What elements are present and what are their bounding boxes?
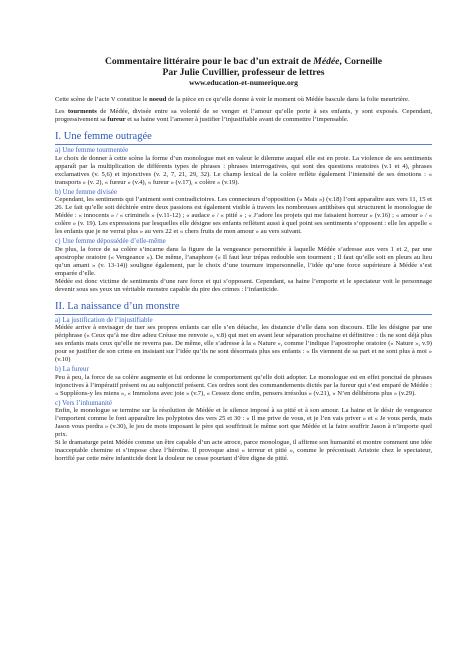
intro-p2-text-a: Les: [55, 108, 68, 115]
intro-p1-text-a: Cette scène de l’acte V constitue le: [55, 96, 150, 103]
paragraph-1b: Cependant, les sentiments qui l’animent sont contradictoires. Les connecteurs d’opposition (« Mais ») (v.18) l’ont apparaître aux vers 11, 15 et 26. Le fait qu’elle soit déchirée entre deux passions est également visible à travers les nombreuses antithèses qui structurent le monologue de Médée : « innocents » / « criminels » (v.11-12) ; « audace » / « pitié » ; « J’adore les projets qui me faisaient horreur » (v.16) ; « amour » / « colère » (v. 19). Les expressions par lesquelles elle désigne ses enfants reflètent aussi à quel point ses sentiments s’opposent : elle les appelle « les enfants que je ne verrai plus » au vers 22 et « chers fruits de mon amour » au vers suivant.: [55, 196, 432, 235]
intro-paragraph-2: [55, 108, 432, 124]
subsection-heading-1b: b) Une femme divisée: [55, 187, 118, 196]
subsection-heading-2b: b) La fureur: [55, 365, 89, 373]
subsection-heading-1c: c) Une femme dépossédée d’elle-même: [55, 237, 166, 245]
intro-p2-text-e: et sa haine vont l’amener à justifier l’injustifiable avant de commettre l’impensable.: [125, 116, 349, 123]
website-url: www.education-et-numerique.org: [189, 78, 298, 87]
paragraph-1c: De plus, la force de sa colère s’incarne dans la figure de la vengeance personnifiée à laquelle Médée s’adresse aux vers 1 et 2, par une apostrophe oratoire (« Vengeance »). De même, l’anaphore (« Il faut leur trépas redouble son tourment ; Il faut qu’elle soit en pleurs au lieu qu’un amant » (v. 13-14)) souligne également, par le choix d’une tournure impersonnelle, l’idée qu’une force supérieure à Médée s’est emparée d’elle.: [55, 245, 432, 277]
paragraph-2a: Médée arrive à envisager de tuer ses propres enfants car elle s’en détache, les distancie d’elle dans son discours. Elle les désigne par une périphrase (« Ceux qu’à me dire adieu Créuse me renvoie », v.8) qui met en avant leur séparation prochaine et définitive : ils ne sont déjà plus ses enfants mais ceux qu’elle ne reverra pas. De même, elle s’adresse à la « Nature », comme l’indique l’apostrophe oratoire (« Nature », v.9) pour se justifier de son crime en insistant sur l’idée qu’ils ne sont désormais plus ses enfants : « Ils viennent de sa part et ne sont plus à moi » (v.10): [55, 324, 432, 363]
intro-p1-bold: noeud: [149, 96, 167, 103]
section-heading-2: II. La naissance d’un monstre: [55, 301, 432, 315]
title-work: Médée: [313, 56, 340, 67]
intro-paragraph-1: [55, 96, 432, 104]
intro-p2-bold-1: tourments: [67, 108, 97, 115]
paragraph-1-conclusion: Médée est donc victime de sentiments d’une rare force et qui s’opposent. Cependant, sa haine l’emporte et le spectateur voit le personnage devenir sous ses yeux un véritable monstre capable du pire des crimes : l’infanticide.: [55, 277, 432, 293]
author-line: Par Julie Cuvillier, professeur de lettres: [162, 67, 325, 78]
paragraph-2c: Enfin, le monologue se termine sur la résolution de Médée et le silence imposé à sa pitié et à son amour. La haine et le désir de vengeance l’emportent comme le font apparaître les polyptotes des vers 25 et 30 : « Il me prive de vous, et je l’en vais priver » et « Je vous perds, mais Jason vous perdra » (v.30), le jeu de mots imposant le père qui souffrirait le même sort que Médée et la faire souffrir Jason à n’importe quel prix.: [55, 407, 432, 438]
paragraph-2-conclusion: Si le dramaturge peint Médée comme un être capable d’un acte atroce, parce monologue, il affirme son humanité et montre comment une idée inacceptable chemine et s’impose chez l’héroïne. Il provoque ainsi « terreur et pitié », comme le préconisait Aristote chez le spectateur, horrifié par cette mère infanticide dont la douleur ne cesse pourtant d’être digne de pitié.: [55, 439, 432, 462]
intro-p1-text-c: de la pièce en ce qu’elle donne à voir le moment où Médée bascule dans la folie meurtrière.: [166, 96, 410, 103]
section-heading-1: I. Une femme outragée: [55, 131, 432, 145]
subsection-heading-1a: a) Une femme tourmentée: [55, 146, 129, 154]
intro-p2-text-c: de Médée, divisée entre sa volonté de se venger et l’amour qu’elle porte à ses enfants, y sont exposés. Cependant, progressivement sa: [55, 108, 432, 123]
paragraph-1a: Le choix de donner à cette scène la forme d’un monologue met en valeur le dilemme auquel elle est en proie. La violence de ses sentiments apparaît par la multiplication de différents types de phrases : phrases interrogatives, qui sont des questions oratoires (v.1 et 4), phrases exclamatives (v. 5,6) et injonctives (v. 2, 7, 21, 29, 32). Le champ lexical de la colère reflète également l’intensité de ses émotions : « transports » (v. 2), « fureur » (v.4), « fureur » (v.17), « colère » (v.19).: [55, 154, 432, 186]
title-prefix: Commentaire littéraire pour le bac d’un extrait de: [104, 56, 314, 67]
paragraph-2b: Peu à peu, la force de sa colère augmente et lui ordonne le comportement qu’elle doit adopter. Le monologue est en effet ponctué de phrases injonctives à l’impératif présent ou au subjonctif présent. Ces ordres sont des commandements dictés par la fureur qui s’est emparé de Médée : « Suppléons-y les miens », « Immolons avec joie » (v.7), « Cessez donc enfin, pensers irrésolus » (v.21), « N’en délibérons plus » (v.29).: [55, 373, 432, 397]
document-header: [55, 56, 432, 87]
subsection-heading-2a: a) La justification de l’injustifiable: [55, 315, 153, 324]
intro-p2-bold-2: fureur: [107, 116, 126, 123]
title-suffix: , Corneille: [339, 56, 383, 67]
subsection-heading-2c: c) Vers l’inhumanité: [55, 398, 113, 407]
document-title: [55, 56, 432, 67]
